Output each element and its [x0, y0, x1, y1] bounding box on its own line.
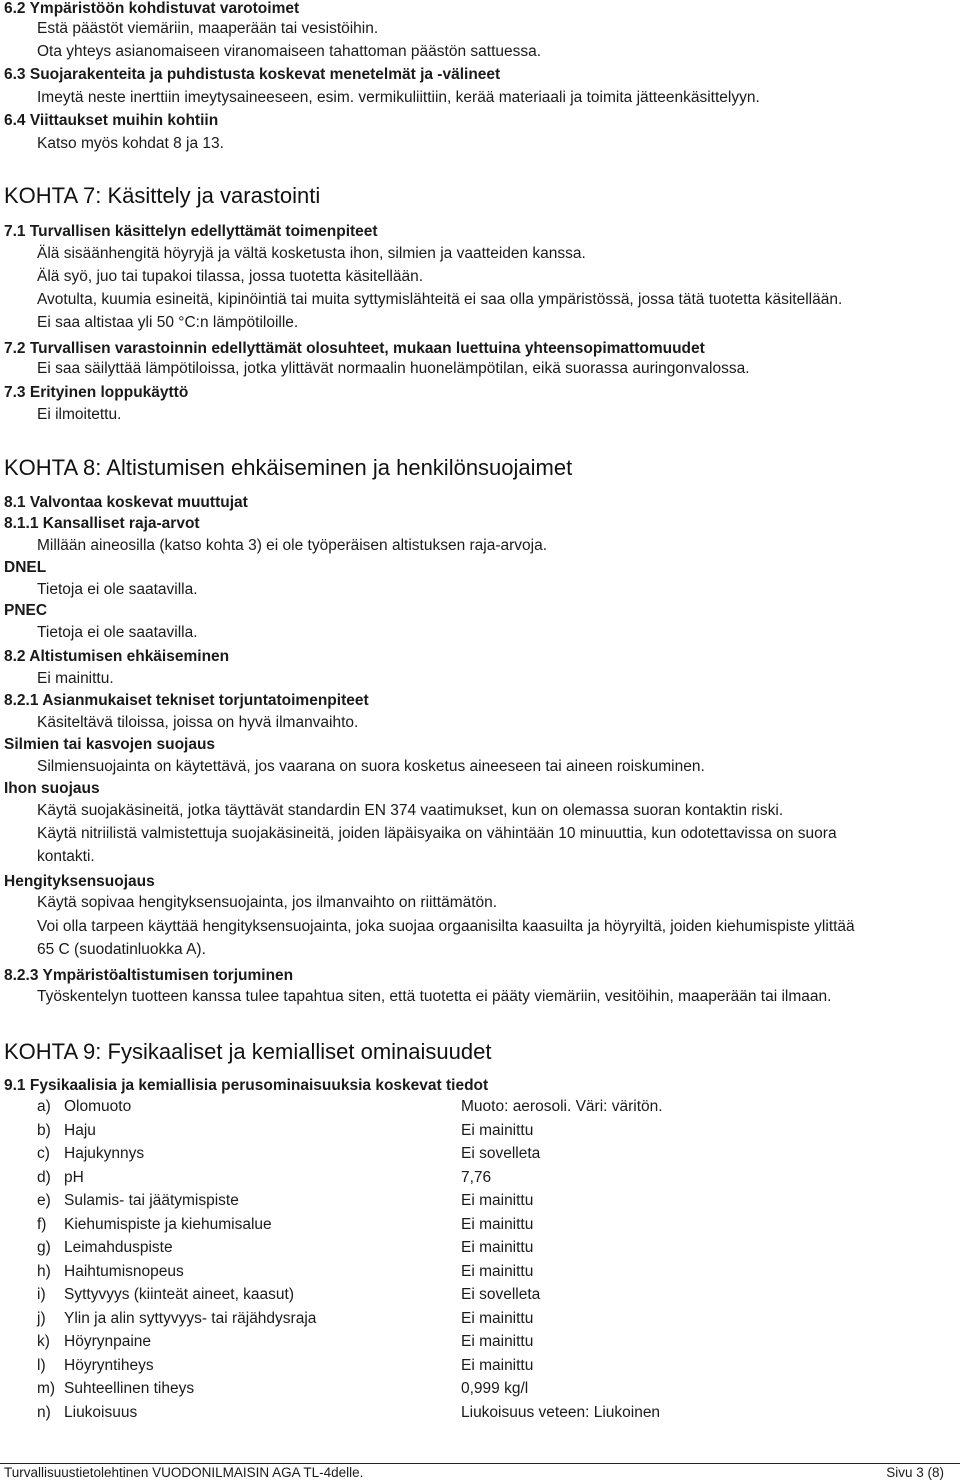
- respiratory-protection-line-1: Käytä sopivaa hengityksensuojainta, jos ilmanvaihto on riittämätön.: [37, 894, 498, 911]
- section-7-3-title: 7.3 Erityinen loppukäyttö: [4, 384, 189, 401]
- section-6-4-line-1: Katso myös kohdat 8 ja 13.: [37, 135, 224, 152]
- property-value: Ei mainittu: [461, 1216, 534, 1233]
- section-8-heading: KOHTA 8: Altistumisen ehkäiseminen ja henkilönsuojaimet: [4, 455, 573, 480]
- section-6-3-line-1: Imeytä neste inerttiin imeytysaineeseen, esim. vermikuliittiin, kerää materiaali ja toimita jätteenkäsittelyyn.: [37, 89, 760, 106]
- property-name: Sulamis- tai jäätymispiste: [64, 1192, 239, 1209]
- property-key: g): [37, 1239, 51, 1256]
- property-key: n): [37, 1404, 51, 1421]
- property-name: Ylin ja alin syttyvyys- tai räjähdysraja: [64, 1310, 317, 1327]
- property-key: l): [37, 1357, 46, 1374]
- footer-document-title: Turvallisuustietolehtinen VUODONILMAISIN AGA TL-4delle.: [4, 1465, 364, 1480]
- property-value: Ei mainittu: [461, 1357, 534, 1374]
- property-key: f): [37, 1216, 47, 1233]
- pnec-title: PNEC: [4, 602, 48, 619]
- respiratory-protection-title: Hengityksensuojaus: [4, 873, 155, 890]
- footer-page-number: Sivu 3 (8): [886, 1465, 944, 1480]
- property-name: Olomuoto: [64, 1098, 132, 1115]
- section-7-heading: KOHTA 7: Käsittely ja varastointi: [4, 183, 321, 208]
- section-6-3-title: 6.3 Suojarakenteita ja puhdistusta koskevat menetelmät ja -välineet: [4, 66, 501, 83]
- section-8-1-1-line-1: Millään aineosilla (katso kohta 3) ei ole työperäisen altistuksen raja-arvoja.: [37, 537, 548, 554]
- property-value: Muoto: aerosoli. Väri: väritön.: [461, 1098, 663, 1115]
- respiratory-protection-line-2: Voi olla tarpeen käyttää hengityksensuojainta, joka suojaa orgaanisilta kaasuilta ja höyryiltä, joiden kiehumispiste ylittää: [37, 918, 855, 935]
- section-6-2-line-1: Estä päästöt viemäriin, maaperään tai vesistöihin.: [37, 20, 379, 37]
- property-key: i): [37, 1286, 46, 1303]
- skin-protection-title: Ihon suojaus: [4, 780, 100, 797]
- section-6-4-title: 6.4 Viittaukset muihin kohtiin: [4, 112, 219, 129]
- section-7-2-line-1: Ei saa säilyttää lämpötiloissa, jotka ylittävät normaalin huonelämpötilan, eikä suorassa auringonvalossa.: [37, 360, 750, 377]
- section-7-1-line-2: Älä syö, juo tai tupakoi tilassa, jossa tuotetta käsitellään.: [37, 268, 423, 285]
- section-7-1-line-1: Älä sisäänhengitä höyryjä ja vältä kosketusta ihon, silmien ja vaatteiden kanssa.: [37, 245, 586, 262]
- section-8-2-3-line-1: Työskentelyn tuotteen kanssa tulee tapahtua siten, että tuotetta ei pääty viemäriin, vesitöihin, maaperään tai ilmaan.: [37, 988, 832, 1005]
- section-8-2-title: 8.2 Altistumisen ehkäiseminen: [4, 648, 230, 665]
- section-8-2-1-title: 8.2.1 Asianmukaiset tekniset torjuntatoimenpiteet: [4, 692, 369, 709]
- dnel-line-1: Tietoja ei ole saatavilla.: [37, 581, 198, 598]
- property-key: c): [37, 1145, 50, 1162]
- property-name: Höyryntiheys: [64, 1357, 154, 1374]
- property-value: Ei mainittu: [461, 1239, 534, 1256]
- section-9-heading: KOHTA 9: Fysikaaliset ja kemialliset ominaisuudet: [4, 1039, 492, 1064]
- section-6-2-title: 6.2 Ympäristöön kohdistuvat varotoimet: [4, 0, 300, 17]
- section-7-1-line-4: Ei saa altistaa yli 50 °C:n lämpötiloille.: [37, 314, 299, 331]
- property-value: Ei mainittu: [461, 1310, 534, 1327]
- property-key: m): [37, 1380, 56, 1397]
- section-8-2-line-1: Ei mainittu.: [37, 670, 114, 687]
- property-name: Leimahduspiste: [64, 1239, 173, 1256]
- property-value: Ei mainittu: [461, 1263, 534, 1280]
- property-key: k): [37, 1333, 50, 1350]
- property-value: Liukoisuus veteen: Liukoinen: [461, 1404, 661, 1421]
- section-6-2-line-2: Ota yhteys asianomaiseen viranomaiseen tahattoman päästön sattuessa.: [37, 43, 542, 60]
- property-name: Syttyvyys (kiinteät aineet, kaasut): [64, 1286, 295, 1303]
- property-value: Ei mainittu: [461, 1122, 534, 1139]
- property-value: 7,76: [461, 1169, 492, 1186]
- property-name: Höyrynpaine: [64, 1333, 152, 1350]
- section-7-1-line-3: Avotulta, kuumia esineitä, kipinöintiä tai muita syttymislähteitä ei saa olla ympäristössä, jossa tätä tuotetta käsitellään.: [37, 291, 843, 308]
- property-key: d): [37, 1169, 51, 1186]
- property-key: a): [37, 1098, 51, 1115]
- property-name: Liukoisuus: [64, 1404, 138, 1421]
- section-7-1-title: 7.1 Turvallisen käsittelyn edellyttämät toimenpiteet: [4, 223, 378, 240]
- property-value: Ei mainittu: [461, 1192, 534, 1209]
- section-7-2-title: 7.2 Turvallisen varastoinnin edellyttämät olosuhteet, mukaan luettuina yhteensopimattomuudet: [4, 340, 705, 357]
- property-name: Haju: [64, 1122, 96, 1139]
- section-8-2-1-line-1: Käsiteltävä tiloissa, joissa on hyvä ilmanvaihto.: [37, 714, 359, 731]
- property-value: Ei mainittu: [461, 1333, 534, 1350]
- section-8-1-1-title: 8.1.1 Kansalliset raja-arvot: [4, 515, 200, 532]
- section-8-1-title: 8.1 Valvontaa koskevat muuttujat: [4, 494, 248, 511]
- eye-protection-line-1: Silmiensuojainta on käytettävä, jos vaarana on suora kosketus aineeseen tai aineen roiskuminen.: [37, 758, 705, 775]
- property-key: h): [37, 1263, 51, 1280]
- property-key: e): [37, 1192, 51, 1209]
- eye-protection-title: Silmien tai kasvojen suojaus: [4, 736, 216, 753]
- pnec-line-1: Tietoja ei ole saatavilla.: [37, 624, 198, 641]
- property-name: Haihtumisnopeus: [64, 1263, 184, 1280]
- property-key: b): [37, 1122, 51, 1139]
- property-value: 0,999 kg/l: [461, 1380, 529, 1397]
- property-value: Ei sovelleta: [461, 1286, 541, 1303]
- section-9-1-title: 9.1 Fysikaalisia ja kemiallisia perusominaisuuksia koskevat tiedot: [4, 1077, 489, 1094]
- section-8-2-3-title: 8.2.3 Ympäristöaltistumisen torjuminen: [4, 967, 294, 984]
- respiratory-protection-line-3: 65 C (suodatinluokka A).: [37, 941, 206, 958]
- property-name: pH: [64, 1169, 84, 1186]
- section-7-3-line-1: Ei ilmoitettu.: [37, 406, 122, 423]
- skin-protection-line-1: Käytä suojakäsineitä, jotka täyttävät standardin EN 374 vaatimukset, kun on olemassa suoran kontaktin riski.: [37, 802, 784, 819]
- dnel-title: DNEL: [4, 559, 47, 576]
- skin-protection-line-2: Käytä nitriilistä valmistettuja suojakäsineitä, joiden läpäisyaika on vähintään 10 minuuttia, kun odotettavissa on suora: [37, 825, 837, 842]
- skin-protection-line-3: kontakti.: [37, 848, 95, 865]
- property-name: Kiehumispiste ja kiehumisalue: [64, 1216, 272, 1233]
- property-key: j): [37, 1310, 46, 1327]
- property-value: Ei sovelleta: [461, 1145, 541, 1162]
- property-name: Suhteellinen tiheys: [64, 1380, 195, 1397]
- property-name: Hajukynnys: [64, 1145, 145, 1162]
